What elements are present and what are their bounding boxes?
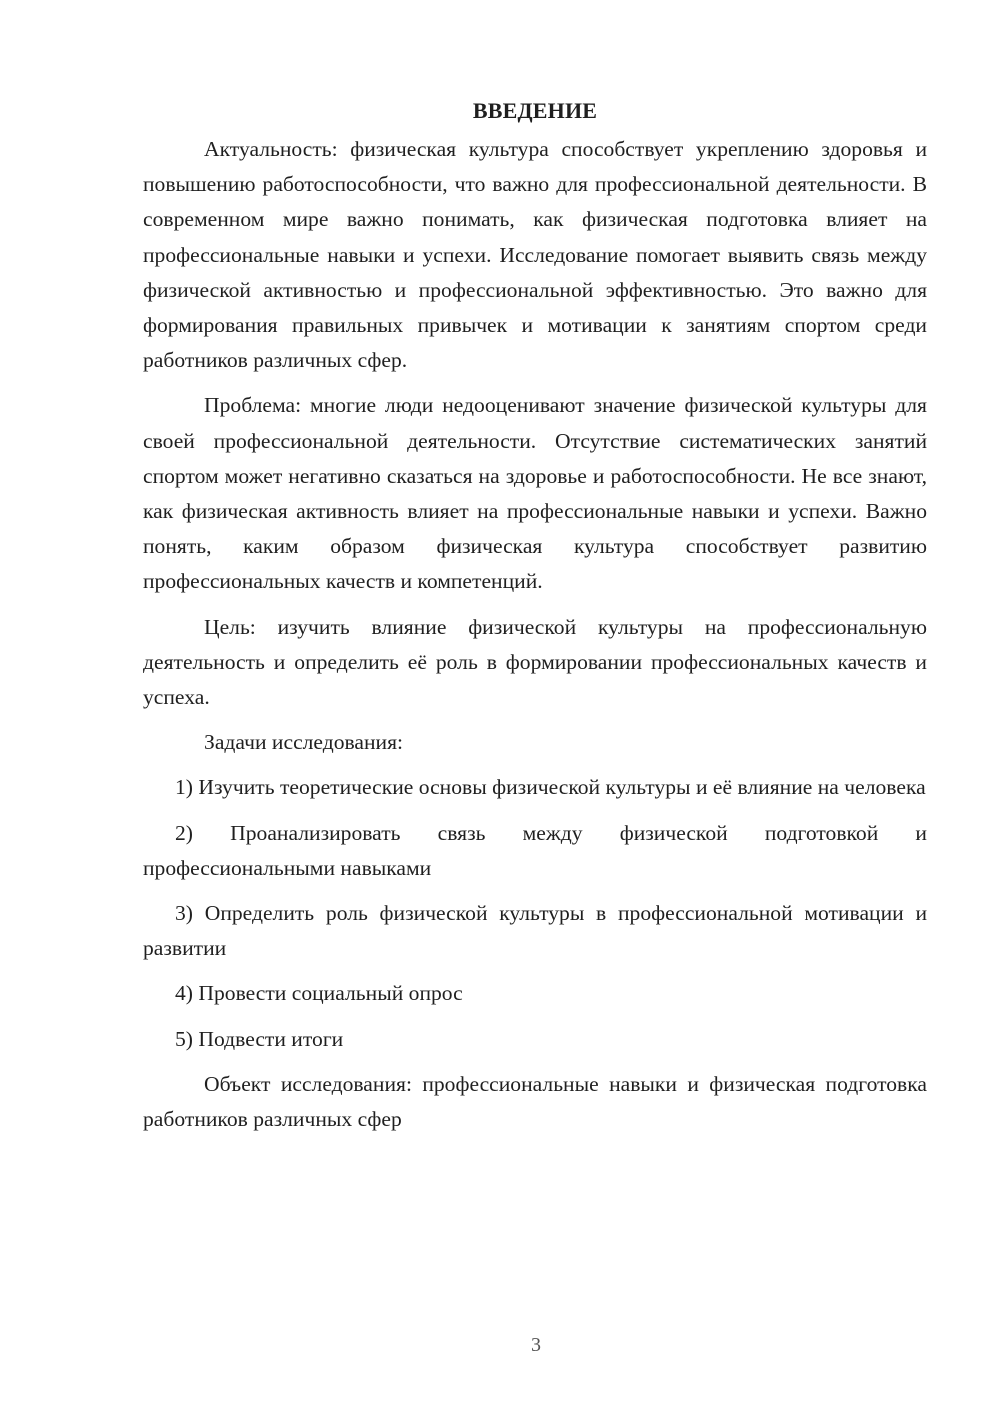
section-heading: ВВЕДЕНИЕ: [472, 98, 598, 123]
task-item-4: 4) Провести социальный опрос: [175, 981, 463, 1006]
document-body: [143, 93, 927, 1147]
paragraph-goal: Цель: изучить влияние физической культуры на профессиональную деятельность и определить её роль в формировании профессиональных качеств и успеха.: [143, 614, 927, 710]
task-item-2: 2) Проанализировать связь между физической подготовкой и профессиональными навыками: [143, 820, 927, 880]
paragraph-relevance: Актуальность: физическая культура способствует укреплению здоровья и повышению работоспособности, что важно для профессиональной деятельности. В современном мире важно понимать, как физическая подготовка влияет на профессиональные навыки и успехи. Исследование помогает выявить связь между физической активностью и профессиональной эффективностью. Это важно для формирования правильных привычек и мотивации к занятиям спортом среди работников различных сфер.: [143, 137, 927, 373]
page-number: 3: [531, 1334, 541, 1356]
task-item-3: 3) Определить роль физической культуры в профессиональной мотивации и развитии: [143, 901, 927, 961]
paragraph-object: Объект исследования: профессиональные навыки и физическая подготовка работников различных сфер: [143, 1071, 927, 1132]
tasks-title: Задачи исследования:: [204, 730, 404, 755]
paragraph-problem: Проблема: многие люди недооценивают значение физической культуры для своей профессиональной деятельности. Отсутствие систематических занятий спортом может негативно сказаться на здоровье и работоспособности. Не все знают, как физическая активность влияет на профессиональные навыки и успехи. Важно понять, каким образом физическая культура способствует развитию профессиональных качеств и компетенций.: [143, 393, 927, 594]
task-item-5: 5) Подвести итоги: [175, 1026, 344, 1051]
task-item-1: 1) Изучить теоретические основы физической культуры и её влияние на человека: [175, 775, 926, 800]
